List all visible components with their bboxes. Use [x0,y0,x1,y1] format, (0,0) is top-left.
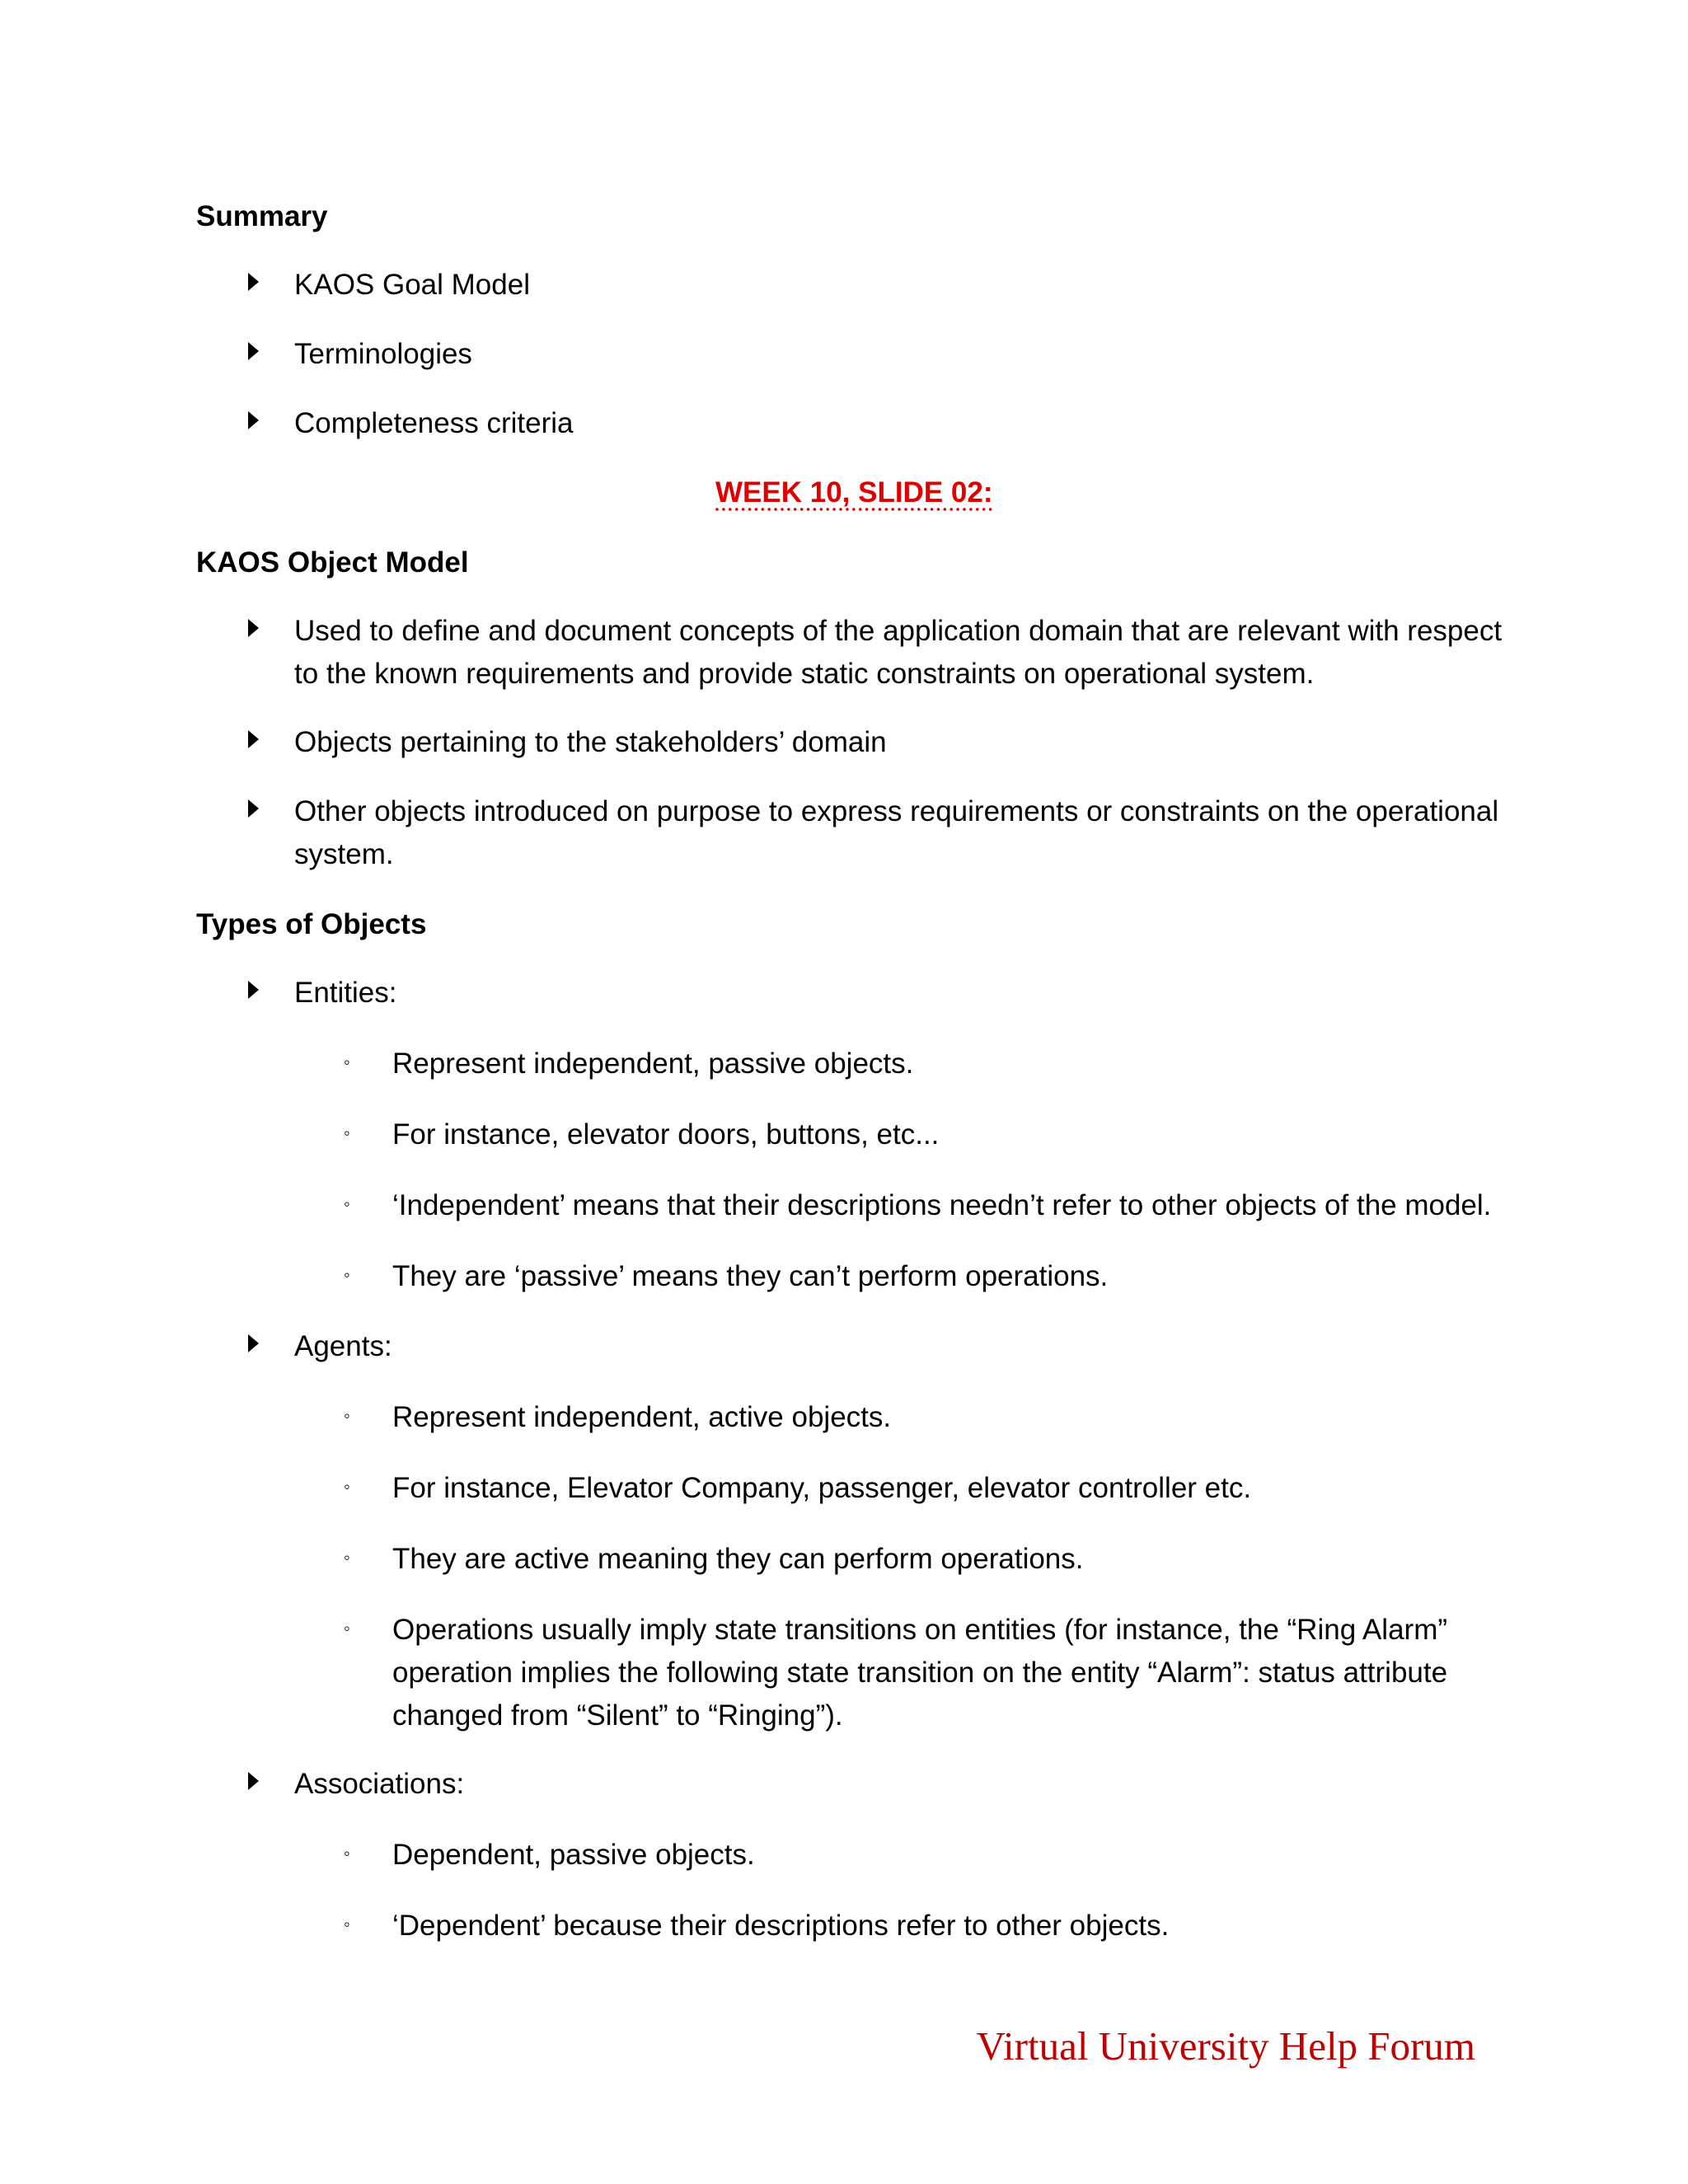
entities-item: ‘Independent’ means that their descriptions needn’t refer to other objects of the model. [392,1189,1492,1221]
agents-item: Represent independent, active objects. [392,1401,892,1433]
summary-item: Completeness criteria [294,407,574,439]
object-model-item-line: system. [294,838,394,870]
summary-item: KAOS Goal Model [294,269,530,301]
associations-item: ‘Dependent’ because their descriptions refer to other objects. [392,1910,1170,1942]
agents-operations-line: operation implies the following state transition on the entity “Alarm”: status attribute [392,1657,1448,1689]
object-model-item-line: Other objects introduced on purpose to express requirements or constraints on the operational [294,795,1499,827]
object-model-item-line: Used to define and document concepts of the application domain that are relevant with respect [294,615,1503,647]
associations-item: Dependent, passive objects. [392,1839,755,1871]
summary-heading: Summary [196,200,328,232]
bullet-triangle-icon [248,411,259,429]
bullet-circle-icon: ◦ [344,1193,350,1214]
agents-operations-line: changed from “Silent” to “Ringing”). [392,1699,843,1732]
entities-item: For instance, elevator doors, buttons, etc... [392,1118,940,1151]
bullet-triangle-icon [248,981,259,999]
slide-label: WEEK 10, SLIDE 02: [715,476,993,509]
entities-item: Represent independent, passive objects. [392,1047,914,1080]
agents-operations-line: Operations usually imply state transitions on entities (for instance, the “Ring Alarm” [392,1614,1448,1646]
object-model-item-line: Objects pertaining to the stakeholders’ domain [294,726,887,758]
entities-item: They are ‘passive’ means they can’t perform operations. [392,1260,1109,1292]
object-model-item-line: to the known requirements and provide static constraints on operational system. [294,658,1315,690]
bullet-triangle-icon [248,730,259,748]
bullet-triangle-icon [248,799,259,818]
bullet-circle-icon: ◦ [344,1264,350,1285]
bullet-circle-icon: ◦ [344,1476,350,1497]
bullet-circle-icon: ◦ [344,1914,350,1934]
bullet-circle-icon: ◦ [344,1122,350,1143]
agents-label: Agents: [294,1330,392,1362]
bullet-triangle-icon [248,1772,259,1790]
types-heading: Types of Objects [196,908,427,940]
bullet-circle-icon: ◦ [344,1843,350,1863]
agents-item: For instance, Elevator Company, passenger, elevator controller etc. [392,1472,1252,1504]
object-model-heading: KAOS Object Model [196,546,469,579]
summary-item: Terminologies [294,338,472,370]
entities-label: Entities: [294,977,397,1009]
bullet-triangle-icon [248,619,259,637]
bullet-triangle-icon [248,342,259,360]
bullet-circle-icon: ◦ [344,1618,350,1638]
bullet-triangle-icon [248,1334,259,1352]
bullet-triangle-icon [248,273,259,291]
bullet-circle-icon: ◦ [344,1405,350,1426]
bullet-circle-icon: ◦ [344,1547,350,1568]
agents-item: They are active meaning they can perform operations. [392,1543,1084,1575]
footer-watermark: Virtual University Help Forum [976,2023,1475,2069]
associations-label: Associations: [294,1768,465,1800]
bullet-circle-icon: ◦ [344,1052,350,1072]
